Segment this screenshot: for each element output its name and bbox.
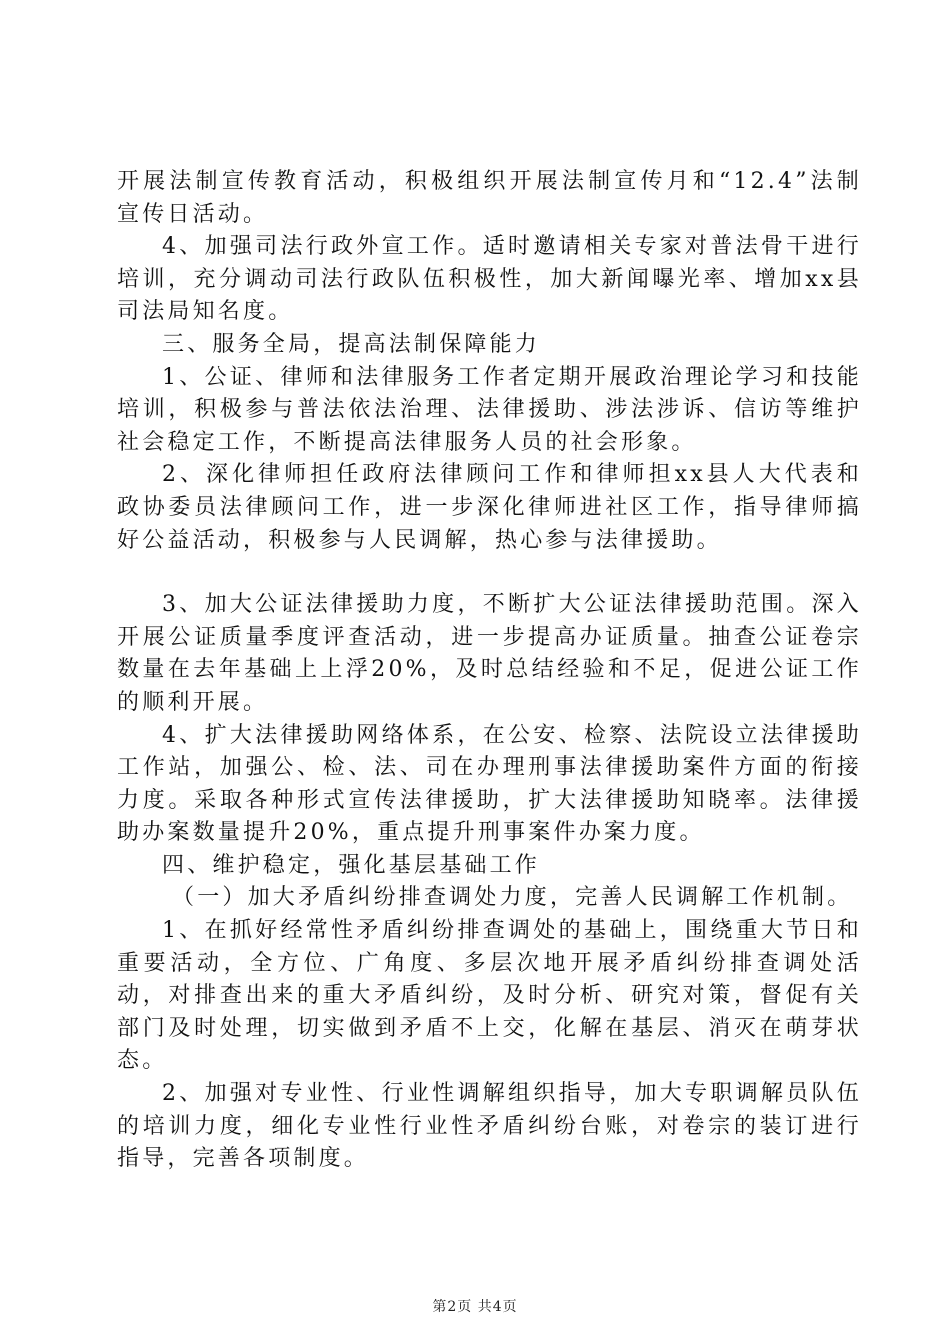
paragraph-item-2-mediation-guidance: 2、加强对专业性、行业性调解组织指导，加大专职调解员队伍的培训力度，细化专业性行业性矛盾纠纷台账，对卷宗的装订进行指导，完善各项制度。 [117, 1081, 862, 1172]
document-body [117, 166, 862, 1176]
section-heading-3: 三、服务全局，提高法制保障能力 [162, 331, 541, 357]
paragraph-item-1-dispute-screening: 1、在抓好经常性矛盾纠纷排查调处的基础上，围绕重大节日和重要活动，全方位、广角度、多层次地开展矛盾纠纷排查调处活动，对排查出来的重大矛盾纠纷，及时分析、研究对策，督促有关部门及时处理，切实做到矛盾不上交，化解在基层、消灭在萌芽状态。 [117, 918, 862, 1074]
page-number-footer: 第2页 共4页 [432, 1299, 518, 1315]
paragraph-item-4-legal-aid: 4、扩大法律援助网络体系，在公安、检察、法院设立法律援助工作站，加强公、检、法、司在办理刑事法律援助案件方面的衔接力度。采取各种形式宣传法律援助，扩大法律援助知晓率。法律援助办案数量提升20%，重点提升刑事案件办案力度。 [117, 722, 862, 846]
paragraph-item-3-notary-aid: 3、加大公证法律援助力度，不断扩大公证法律援助范围。深入开展公证质量季度评查活动，进一步提高办证质量。抽查公证卷宗数量在去年基础上上浮20%，及时总结经验和不足，促进公证工作的顺利开展。 [117, 592, 862, 715]
paragraph-item-1-notary-training: 1、公证、律师和法律服务工作者定期开展政治理论学习和技能培训，积极参与普法依法治理、法律援助、涉法涉诉、信访等维护社会稳定工作，不断提高法律服务人员的社会形象。 [117, 364, 862, 455]
paragraph-spacer [117, 557, 862, 589]
subsection-heading-1: （一）加大矛盾纠纷排查调处力度，完善人民调解工作机制。 [172, 885, 853, 911]
paragraph-continuation: 开展法制宣传教育活动，积极组织开展法制宣传月和“12.4”法制宣传日活动。 [117, 169, 862, 227]
section-heading-4: 四、维护稳定，强化基层基础工作 [162, 852, 541, 878]
paragraph-item-2-lawyer-counsel: 2、深化律师担任政府法律顾问工作和律师担xx县人大代表和政协委员法律顾问工作，进一步深化律师进社区工作，指导律师搞好公益活动，积极参与人民调解，热心参与法律援助。 [117, 462, 862, 553]
paragraph-item-4-publicity: 4、加强司法行政外宣工作。适时邀请相关专家对普法骨干进行培训，充分调动司法行政队伍积极性，加大新闻曝光率、增加xx县司法局知名度。 [117, 234, 862, 325]
